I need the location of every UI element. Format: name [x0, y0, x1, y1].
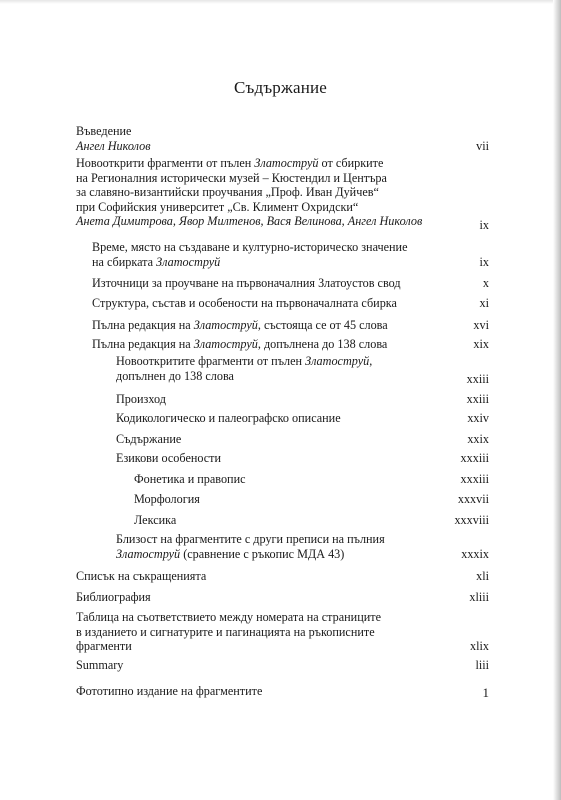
toc-entry-line	[76, 124, 150, 139]
toc-entry	[76, 590, 151, 605]
toc-entry-line	[134, 492, 200, 507]
toc-text: Фонетика и правопис	[134, 472, 246, 486]
toc-entry-line	[116, 547, 385, 562]
toc-entry	[92, 337, 387, 352]
toc-entry-line	[116, 451, 221, 466]
toc-page-number: xxiv	[467, 411, 489, 425]
toc-entry	[116, 532, 385, 561]
toc-entry	[76, 124, 150, 153]
toc-page-number: xxiii	[466, 392, 489, 406]
toc-entry-line	[76, 139, 150, 154]
toc-entry	[76, 658, 123, 673]
toc-page-number: xxxiii	[460, 451, 489, 465]
toc-entry	[134, 513, 176, 528]
toc-text: в изданието и сигнатурите и пагинацията на ръкописните	[76, 624, 375, 639]
toc-text: Лексика	[134, 513, 177, 527]
toc-text: Езикови особености	[116, 451, 222, 465]
toc-text: на сбирката	[92, 254, 157, 269]
toc-page-number: xxix	[467, 432, 489, 446]
toc-entry-line	[76, 185, 422, 200]
toc-text: допълнен до 138 слова	[116, 368, 234, 383]
scan-edge-top	[0, 0, 561, 4]
toc-entry-line	[92, 240, 408, 255]
toc-entry	[116, 432, 181, 447]
toc-text: Кодикологическо и палеографско описание	[116, 411, 341, 425]
toc-entry	[76, 156, 422, 229]
toc-entry	[76, 610, 381, 654]
toc-entry-line	[76, 610, 381, 625]
toc-entry-line	[116, 432, 181, 447]
toc-entry	[92, 296, 397, 311]
toc-text-italic: Златоструй	[305, 354, 370, 368]
toc-text: за славяно-византийски проучвания „Проф. Иван Дуйчев“	[76, 185, 379, 200]
toc-entry-line	[76, 684, 262, 699]
toc-entry	[116, 392, 166, 407]
toc-text-italic: Златоструй	[193, 337, 258, 351]
toc-entry-line	[134, 513, 176, 528]
toc-entry-line	[76, 200, 422, 215]
toc-entry-line	[76, 171, 422, 186]
toc-text: Библиография	[76, 590, 151, 604]
toc-text: Summary	[76, 658, 124, 672]
toc-entry-line	[92, 337, 387, 352]
toc-entry-line	[116, 354, 372, 369]
toc-text: Таблица на съответствието между номерата на страниците	[76, 610, 381, 624]
toc-text: при Софийския университет „Св. Климент Охридски“	[76, 199, 359, 214]
toc-page-number: xlix	[470, 639, 489, 653]
toc-text: фрагменти	[76, 639, 132, 654]
toc-text: Източници за проучване на първоначалния Златоустов свод	[92, 276, 401, 290]
toc-page-number: xxxix	[461, 547, 489, 561]
toc-entry-line	[116, 411, 341, 426]
toc-page-number: x	[482, 276, 489, 290]
toc-text: Новооткрити фрагменти от пълен	[76, 156, 255, 170]
toc-text: Въведение	[76, 124, 132, 138]
toc-page-number: xli	[476, 569, 489, 583]
toc-text-italic: Златоструй	[156, 254, 221, 269]
toc-entry	[116, 451, 221, 466]
toc-text: Съдържание	[116, 432, 182, 446]
toc-entry-line	[92, 318, 388, 333]
toc-entry-line	[116, 392, 166, 407]
toc-page-number: xxxviii	[454, 513, 489, 527]
toc-text-italic: Анета Димитрова, Явор Милтенов, Вася Велинова, Ангел Николов	[76, 214, 423, 229]
toc-entry-line	[116, 369, 372, 384]
toc-page-number: ix	[479, 218, 489, 232]
toc-entry	[92, 318, 388, 333]
toc-page-number: xxiii	[466, 372, 489, 386]
page-title: Съдържание	[233, 78, 328, 97]
toc-text: на Регионалния исторически музей – Кюстендил и Центъра	[76, 170, 387, 185]
toc-page-number: xix	[473, 337, 489, 351]
toc-entry	[76, 569, 206, 584]
toc-text: Списък на съкращенията	[76, 569, 207, 583]
toc-text: Произход	[116, 392, 166, 406]
toc-entry-line	[76, 214, 422, 229]
toc-entry	[116, 411, 341, 426]
toc-entry-line	[116, 532, 385, 547]
toc-text: Новооткритите фрагменти от пълен	[116, 354, 306, 368]
toc-page-number: xi	[479, 296, 489, 310]
toc-entry	[134, 492, 200, 507]
toc-page-number: vii	[476, 139, 489, 153]
toc-page-number: xxxvii	[457, 492, 489, 506]
toc-entry	[92, 276, 401, 291]
toc-page-number: liii	[475, 658, 489, 672]
toc-text-italic: Златоструй	[116, 546, 181, 561]
toc-entry	[116, 354, 372, 383]
toc-text: Морфология	[134, 492, 200, 506]
toc-text-italic: Ангел Николов	[76, 138, 151, 153]
toc-entry-line	[92, 255, 408, 270]
toc-page-number: xvi	[473, 318, 489, 332]
toc-text: Структура, състав и особености на първоначалната сбирка	[92, 296, 397, 310]
toc-entry-line	[76, 639, 381, 654]
toc-text: Близост на фрагментите с други преписи на пълния	[116, 532, 385, 546]
toc-page-number: xliii	[469, 590, 489, 604]
toc-entry-line	[92, 276, 401, 291]
toc-entry-line	[92, 296, 397, 311]
toc-entry	[134, 472, 246, 487]
toc-text: ,	[369, 354, 373, 368]
toc-entry-line	[76, 156, 422, 171]
toc-text: Време, място на създаване и културно-историческо значение	[92, 240, 408, 254]
toc-text: Пълна редакция на	[92, 337, 194, 351]
toc-entry-line	[76, 658, 123, 673]
toc-text: Фототипно издание на фрагментите	[76, 684, 263, 698]
toc-entry	[76, 684, 262, 699]
toc-entry-line	[76, 625, 381, 640]
toc-entry	[92, 240, 408, 269]
scan-edge-right	[553, 0, 561, 800]
toc-text: (сравнение с ръкопис МДА 43)	[180, 546, 345, 561]
toc-text: , допълнена до 138 слова	[257, 337, 388, 351]
toc-text-italic: Златоструй	[193, 318, 258, 332]
toc-entry-line	[134, 472, 246, 487]
toc-entry-line	[76, 569, 206, 584]
toc-text-italic: Златоструй	[254, 156, 319, 170]
toc-page-number: ix	[479, 255, 489, 269]
toc-text: , състояща се от 45 слова	[257, 318, 388, 332]
toc-text: Пълна редакция на	[92, 318, 194, 332]
toc-page-number: xxxiii	[460, 472, 489, 486]
toc-entry-line	[76, 590, 151, 605]
toc-page-number: 1	[482, 685, 489, 700]
toc-text: от сбирките	[318, 156, 384, 170]
